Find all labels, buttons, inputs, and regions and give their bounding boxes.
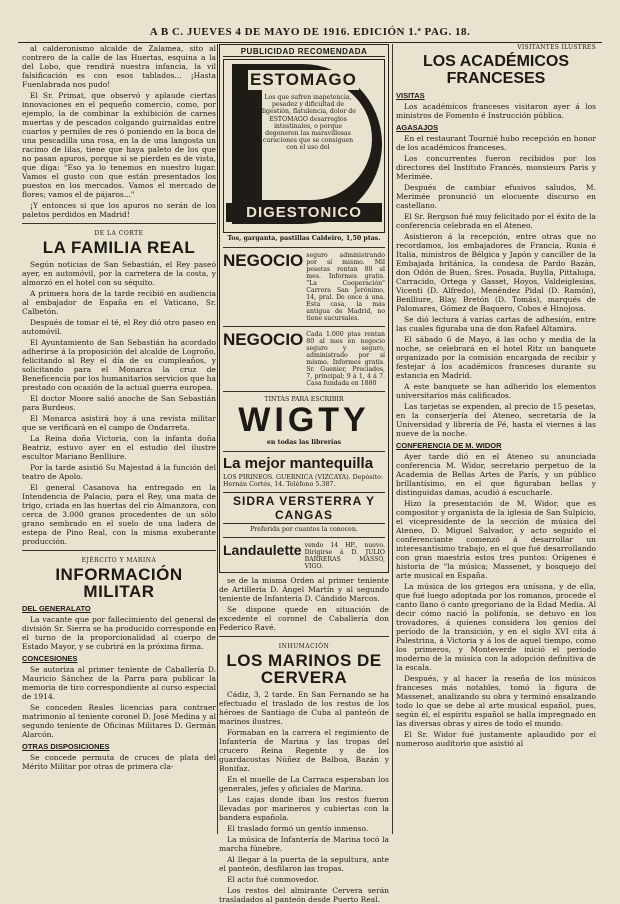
subsection-label: CONFERENCIA DE M. WIDOR bbox=[396, 441, 502, 450]
ad-text: vendo 14 HP., nuevo. Dirigirse á D. JULIO BARRERAS MASSÓ, VIGO. bbox=[304, 542, 385, 570]
paragraph: La música de los griegos era unísona, y de ella, que fué luego adoptada por los romanos, procede el canto llano ó canto gregoriano de la Edad Media. Al decir cómo nació la polifonía, se detuvo en los trovadores, á quienes considera los genios del período de la transición, y en el siglo XVI cita á Palestrina, á Victoria y á los de aquel tiempo, como los primeros, y Monteverde inició el período moderno de la música con la adopción definitiva de la escala. bbox=[396, 582, 596, 672]
paragraph: Los concurrentes fueron recibidos por los directores del Instituto Francés, monsieurs Paris y Merimée. bbox=[396, 154, 596, 181]
paragraph: Después de tomar el té, el Rey dió otro paseo en automóvil. bbox=[22, 318, 216, 336]
column-rule bbox=[217, 44, 218, 834]
estomago-text: Los que sufren inapetencia, pesadez y dificultad de digestión, flatulencia, dolor de ESTOMAGO desarreglos intestinales, o porque degeneren las maravillosas curaciones que se consiguen con el uso del bbox=[260, 94, 356, 152]
subsection-label: AGASAJOS bbox=[396, 123, 439, 132]
paragraph: Las tarjetas se expenden, al precio de 15 pesetas, en la conserjería del Ateneo, secretaría de la Universidad y librería de Fé, hasta el viernes á las nueve de la noche. bbox=[396, 402, 596, 438]
wigty-word: WIGTY bbox=[238, 401, 370, 439]
article-title: LOS MARINOS DE CERVERA bbox=[226, 651, 382, 687]
section-label: EJÉRCITO Y MARINA bbox=[81, 557, 157, 564]
sidra-word: SIDRA VERSTERRA Y CANGAS bbox=[223, 492, 385, 524]
paragraph: El Ayuntamiento de San Sebastián ha acordado adherirse á la proposición del alcalde de Logroño, felicitando al Rey el día de su cumpleaños, y solicitando para el Monarca la cruz de Beneficencia por los humanitarios servicios que ha prestado con ocasión de la actual guerra europea. bbox=[22, 338, 216, 392]
article-title: LOS ACADÉMICOS FRANCESES bbox=[422, 53, 570, 87]
paragraph: En el muelle de La Carraca esperaban los generales, jefes y oficiales de Marina. bbox=[219, 775, 389, 793]
paragraph: La música de Infantería de Marina tocó la marcha fúnebre. bbox=[219, 835, 389, 853]
paragraph: El Sr. Primat, que observó y aplaude ciertas innovaciones en el pequeño comercio, como, por ejemplo, la de combinar la exhibición de carnes muertas y de pescados colgando guirnaldas entre cuartos y perniles de res ó poniendo en la boca de una pescadilla una rosa, en la de una langosta un racimo de lilas, tiene que haya paleto de los que no pasan apuros, porque si se pierden es de vista, que diga: "Eso ya lo tenemos en nuestro lugar. Vamos el gusto con que están presentados los puestos en los mercados. Vamos el mercado de flores; vamos el de pájaros..." bbox=[22, 91, 216, 199]
paragraph: La Reina doña Victoria, con la infanta doña Beatriz, estuvo ayer en el estudio del ilustre escultor Mariano Benlliure. bbox=[22, 434, 216, 461]
column-rule bbox=[392, 44, 393, 834]
ad-line: LOS PIRINEOS. GUERNICA (VIZCAYA). Depósito: Hernán Cortés, 14. Teléfono 5.387. bbox=[223, 473, 383, 488]
negocio-ad bbox=[223, 252, 385, 322]
divider bbox=[223, 326, 385, 327]
middle-column bbox=[219, 44, 389, 904]
paragraph: El Monarca asistirá hoy á una revista militar que se verificará en el campo de Ondarreta. bbox=[22, 414, 216, 432]
paragraph: En el restaurant Tournié hubo recepción en honor de los académicos franceses. bbox=[396, 134, 596, 152]
paragraph: Formaban en la carrera el regimiento de Infantería de Marina y las tropas del crucero Reina Regente y de los guardacostas Núñez de Balboa, Bazán y Bonifaz. bbox=[219, 728, 389, 773]
subsection-label: OTRAS DISPOSICIONES bbox=[22, 742, 110, 751]
paragraph: Cádiz, 3, 2 tarde. En San Fernando se ha efectuado el traslado de los restos de los héroes de Santiago de Cuba al panteón de marinos ilustres. bbox=[219, 690, 389, 726]
paragraph: El general Casanova ha entregado en la Intendencia de Palacio, para el Rey, una mata de trigo, criada en las huertas del río Almanzora, con cerca de 3.000 granos procedentes de un sólo grano sembrado en el suelo de una ladera de estepa de Pino Real, con la misma exuberante producción. bbox=[22, 483, 216, 546]
paragraph: se de la misma Orden al primer teniente de Artillería D. Ángel Martín y al segundo teniente de Infantería D. Cándido Marcos. bbox=[219, 576, 389, 603]
section-label: INHUMACIÓN bbox=[278, 643, 330, 650]
paragraph: El acto fué conmovedor. bbox=[227, 875, 319, 884]
subsection-label: VISITAS bbox=[396, 91, 425, 100]
paragraph: Al llegar á la puerta de la sepultura, ante el panteón, desfilaron las tropas. bbox=[219, 855, 389, 873]
paragraph: ¡Y entonces si que los apuros no serán de los paletos perdidos en Madrid! bbox=[22, 201, 216, 219]
ad-text: seguro administrando por sí mismo. Mil pesetas rentan 80 al mes. Informes gratis. "La Cooperación" Carrera San Jerónimo, 14, pral. De once á una. Esta casa, la más antigua de Madrid, no tiene sucursales. bbox=[306, 251, 385, 322]
ad-word: NEGOCIO bbox=[223, 250, 304, 270]
paragraph: Según noticias de San Sebastián, el Rey paseó ayer, en automóvil, por la carretera de la costa, y almorzó en el hotel con su séquito. bbox=[22, 260, 216, 287]
paragraph: Por la tarde asistió Su Majestad á la función del teatro de Apolo. bbox=[22, 463, 216, 481]
paragraph: El doctor Moore salió anoche de San Sebastián para Burdeos. bbox=[22, 394, 216, 412]
paragraph: Se concede permuta de cruces de plata del Mérito Militar por otras de primera cla- bbox=[22, 753, 216, 771]
subsection-label: CONCESIONES bbox=[22, 654, 78, 663]
divider bbox=[223, 537, 385, 538]
subsection-label: DEL GENERALATO bbox=[22, 604, 91, 613]
paragraph: A primera hora de la tarde recibió en audiencia al embajador de España en el Vaticano, Sr. Calbetón. bbox=[22, 289, 216, 316]
digestonico-word: DIGESTONICO bbox=[226, 203, 382, 222]
paragraph: Después, y al hacer la reseña de los músicos franceses más notables, tomó la figura de Massenet, analizando su obra y terminó ensalzando todo lo que se debe al arte musical español, pues, según él, el espíritu español se halla impregnado en las diversas obras y aires de todo el mundo. bbox=[396, 674, 596, 728]
landaulette-ad bbox=[223, 542, 385, 570]
left-column bbox=[22, 44, 216, 834]
article-title: LA FAMILIA REAL bbox=[42, 238, 196, 257]
paragraph: Asistieron á la recepción, entre otras que no recordamos, los embajadores de Francia, Rusia é Italia, ministros de Bélgica y Japón y canciller de la Embajada británica, la condesa de Pardo Bazán, don Odón de Buen, Sres. Posada, Buylla, Pittaluga, Carracido, Ortega y Gasset, Hoyos, Valdeiglesias, Vicenti (D. Alfredo), Menéndez Pidal (D. Ramón), Benlliure, Blay, Bretón (D. Tomás), marqués de Palomares, Gómez de Baquero, Cobos é Hinojosa. bbox=[396, 232, 596, 313]
paragraph: Se autoriza al primer teniente de Caballería D. Mauricio Sánchez de la Parra para publicar la memoria de tiro correspondiente al curso especial de 1914. bbox=[22, 665, 216, 701]
negocio-ad bbox=[223, 331, 385, 387]
paragraph: Se dispone quede en situación de excedente el coronel de Caballería don Federico Ravé. bbox=[219, 605, 389, 632]
ad-text: Cada 1.000 ptas rentan 80 al mes en negocio seguro y seguro, administrado por sí mismo. Informes gratis. Sr. Guenier, Preciados, 7, principal; 9 á 1, 4 á 7. Casa fundada en 1880 bbox=[306, 330, 385, 387]
section-label: DE LA CORTE bbox=[94, 230, 144, 237]
running-head: A B C. JUEVES 4 DE MAYO DE 1916. EDICIÓN 1.ª PAG. 18. bbox=[18, 26, 602, 43]
section-label: VISITANTES ILUSTRES bbox=[517, 44, 596, 51]
ad-line: en todas las librerías bbox=[266, 439, 342, 446]
paragraph: La vacante que por fallecimiento del general de división Sr. Sierra se ha producido corresponde en el turno de la proporcionalidad al cuerpo de Estado Mayor, y se cubrirá en la próxima firma. bbox=[22, 615, 216, 651]
paragraph: Ayer tarde dió en el Ateneo su anunciada conferencia M. Widor, secretario perpetuo de la Academia de Bellas Artes de París, y un público brillantísimo, en el que figuraban bellas y distinguidas damas, acudió á escucharle. bbox=[396, 452, 596, 497]
paragraph: Las cajas donde iban los restos fueron llevadas por marineros y cubiertas con la bandera española. bbox=[219, 795, 389, 822]
ad-word: Landaulette bbox=[223, 542, 302, 558]
estomago-ad bbox=[223, 59, 385, 233]
paragraph: Se conceden Reales licencias para contraer matrimonio al teniente coronel D. José Medina y al segundo teniente de Oficinas Militares D. Germán Alarcón. bbox=[22, 703, 216, 739]
paragraph: El sábado 6 de Mayo, á las ocho y media de la noche, se celebrará en el hotel Ritz un banquete organizado por la comisión encargada de recibir y festejar á los académicos franceses durante su estancia en Madrid. bbox=[396, 335, 596, 380]
ad-line: Preferida por cuantos la conocen. bbox=[250, 525, 358, 533]
ad-word: NEGOCIO bbox=[223, 329, 304, 349]
paragraph: Se dió lectura á varias cartas de adhesión, entre las cuales figuraba una de don Rafael Altamira. bbox=[396, 315, 596, 333]
advertising-title: PUBLICIDAD RECOMENDADA bbox=[223, 47, 385, 57]
estomago-word: ESTOMAGO bbox=[250, 70, 357, 89]
paragraph: Hizo la presentación de M. Widor, que es compositor y organista de la iglesia de San Sulpicio, el vicepresidente de la sección de música del Ateneo, D. Miguel Salvador, y acto seguido el conferenciante comenzó á desarrollar un interesantísimo trabajo, en el que fué desarrollando con gran maestría estos tres puntos: Orígenes é historia de "la música; Massenet, y bosquejo del arte musical en España. bbox=[396, 499, 596, 580]
right-column bbox=[396, 44, 596, 834]
divider bbox=[22, 550, 216, 551]
divider bbox=[22, 223, 216, 224]
paragraph: El traslado formó un gentío inmenso. bbox=[227, 824, 369, 833]
paragraph: Los académicos franceses visitaron ayer á los ministros de Fomento é Instrucción pública. bbox=[396, 102, 596, 120]
paragraph: El Sr. Widor fué justamente aplaudido por el numeroso auditorio que asistió al bbox=[396, 730, 596, 748]
divider bbox=[223, 247, 385, 248]
divider bbox=[223, 451, 385, 452]
article-title: INFORMACIÓN MILITAR bbox=[55, 565, 183, 601]
paragraph: A este banquete se han adherido los elementos universitarios más calificados. bbox=[396, 382, 596, 400]
mantequilla-word: La mejor mantequilla bbox=[223, 454, 374, 472]
divider bbox=[223, 391, 385, 392]
paragraph: Los restos del almirante Cervera serán trasladados al panteón desde Puerto Real. bbox=[219, 886, 389, 904]
paragraph: al calderonismo alcalde de Zalamea, sito al contrero de la calle de las Huertas, esquina a la del Lobo, que rendirá nuestra infancia, la vil falsificación es con esos tablados... ¡Hasta Fuenlabrada nos pudo! bbox=[22, 44, 216, 89]
paragraph: Después de cambiar efusivos saludos, M. Merimée pronunció un elocuente discurso en castellano. bbox=[396, 183, 596, 210]
paragraph: El Sr. Bergson fué muy felicitado por el éxito de la conferencia celebrada en el Ateneo. bbox=[396, 212, 596, 230]
divider bbox=[219, 636, 389, 637]
advertising-block bbox=[219, 44, 389, 573]
ad-line: Tos, garganta, pastillas Caldeiro, 1,50 ptas. bbox=[227, 235, 381, 242]
ad-line: TINTAS PARA ESCRIBIR bbox=[264, 395, 344, 403]
